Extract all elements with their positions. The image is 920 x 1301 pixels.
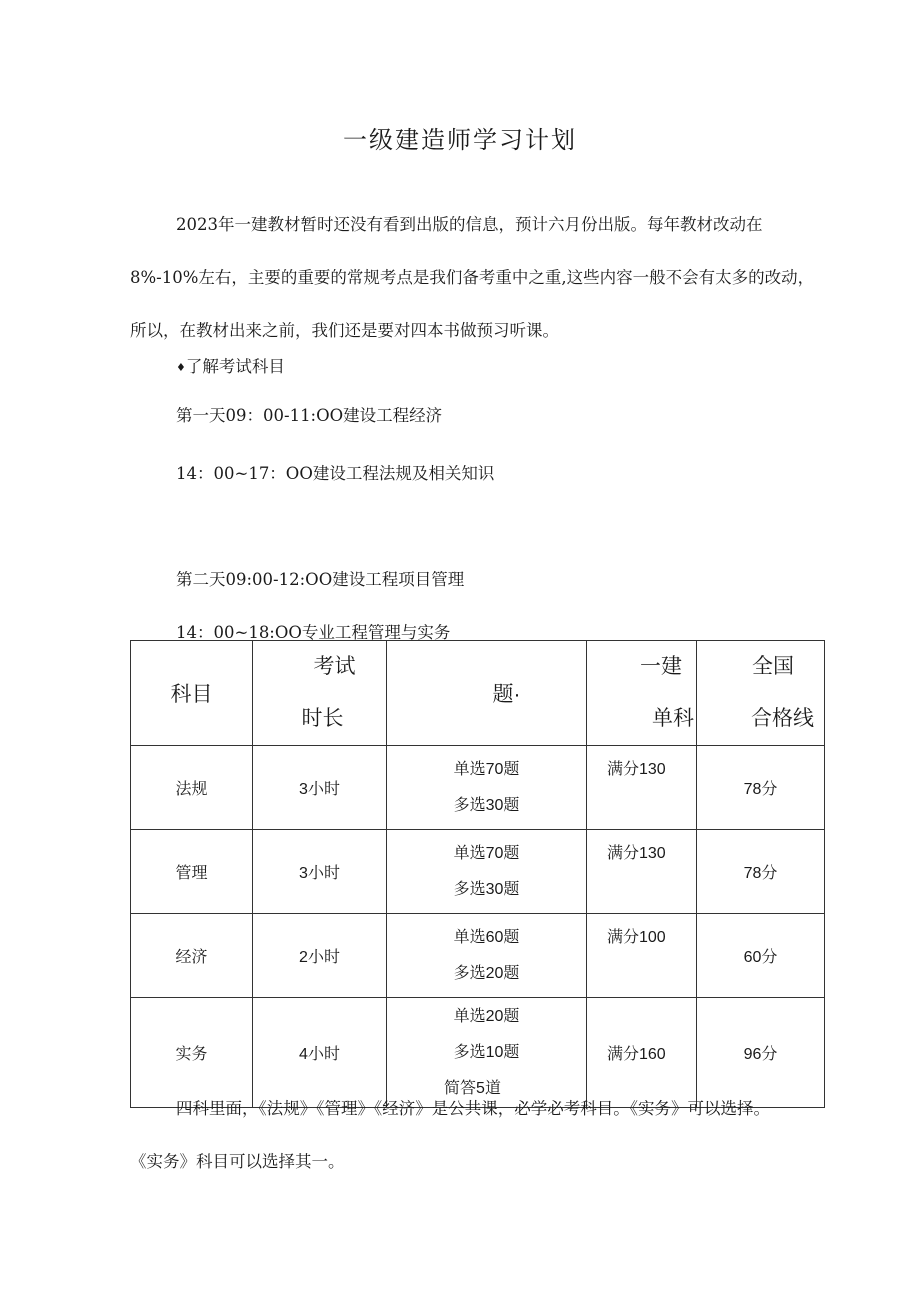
schedule-line-2: 14：00~17：OO建设工程法规及相关知识 (176, 464, 495, 483)
header-pass (697, 641, 825, 746)
cell-fullscore: 满分160 (587, 998, 697, 1108)
table-row (131, 830, 825, 914)
cell-pass: 78分 (697, 830, 825, 914)
header-fullscore-top: 一建 (640, 655, 682, 678)
question-multi: 多选30题 (453, 796, 520, 814)
cell-subject: 管理 (131, 830, 253, 914)
cell-questions (387, 746, 587, 830)
closing-paragraph (130, 1082, 828, 1188)
cell-questions (387, 914, 587, 998)
section-heading (176, 353, 285, 377)
header-fullscore (587, 641, 697, 746)
diamond-bullet-icon: ♦ (176, 361, 186, 374)
header-duration-top: 考试 (313, 655, 356, 678)
header-duration-bottom: 时长 (301, 707, 344, 730)
question-multi: 多选30题 (453, 880, 520, 898)
header-subject: 科目 (131, 641, 253, 746)
table-header-row (131, 641, 825, 746)
intro-paragraph: 2023年一建教材暂时还没有看到出版的信息，预计六月份出版。每年教材改动在8%-10%左右，主要的重要的常规考点是我们备考重中之重,这些内容一般不会有太多的改动，所以，在教材出来之前，我们还是要对四本书做预习听课。 (130, 215, 815, 340)
header-pass-top: 全国 (752, 655, 794, 678)
cell-pass: 96分 (697, 998, 825, 1108)
cell-duration: 3小时 (253, 746, 387, 830)
cell-duration: 4小时 (253, 998, 387, 1108)
cell-duration: 2小时 (253, 914, 387, 998)
cell-pass: 78分 (697, 746, 825, 830)
cell-subject: 经济 (131, 914, 253, 998)
section-heading-text: 了解考试科目 (185, 357, 285, 376)
cell-fullscore: 满分130 (587, 830, 697, 914)
question-multi: 多选20题 (453, 964, 520, 982)
header-questions: 题· (387, 641, 587, 746)
exam-subjects-table (130, 640, 825, 1108)
cell-pass: 60分 (697, 914, 825, 998)
cell-fullscore: 满分130 (587, 746, 697, 830)
cell-subject: 实务 (131, 998, 253, 1108)
page-title: 一级建造师学习计划 (343, 126, 577, 154)
question-single: 单选20题 (453, 1007, 520, 1025)
cell-duration: 3小时 (253, 830, 387, 914)
cell-questions (387, 830, 587, 914)
schedule-line-3: 第二天09:00-12:OO建设工程项目管理 (176, 570, 465, 589)
closing-line-1: 四科里面，《法规》《管理》《经济》是公共课，必学必考科目。《实务》可以选择。 (176, 1099, 770, 1118)
header-pass-bottom: 合格线 (751, 707, 814, 730)
question-short-answer: 简答5道 (444, 1079, 501, 1097)
cell-fullscore: 满分100 (587, 914, 697, 998)
table-row (131, 914, 825, 998)
header-duration (253, 641, 387, 746)
cell-subject: 法规 (131, 746, 253, 830)
question-single: 单选60题 (453, 928, 520, 946)
header-fullscore-bottom: 单科 (652, 707, 694, 730)
table-row (131, 746, 825, 830)
closing-line-2: 《实务》科目可以选择其一。 (130, 1152, 345, 1171)
schedule-line-1: 第一天09：00-11:OO建设工程经济 (176, 406, 443, 425)
schedule-line-4: 14：00~18:OO专业工程管理与实务 (176, 623, 451, 642)
question-multi: 多选10题 (453, 1043, 520, 1061)
question-single: 单选70题 (453, 844, 520, 862)
question-single: 单选70题 (453, 760, 520, 778)
